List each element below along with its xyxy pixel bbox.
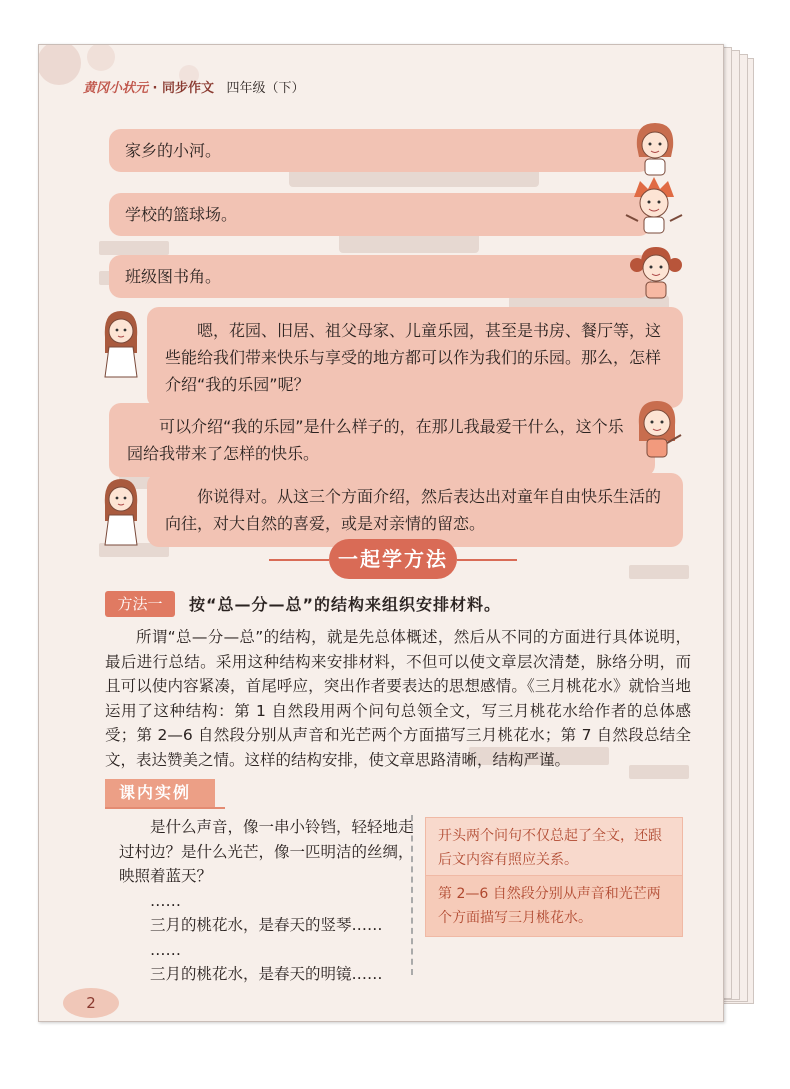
method-body: 所谓“总—分—总”的结构，就是先总体概述，然后从不同的方面进行具体说明，最后进行总结。采用这种结构来安排材料，不但可以使文章层次清楚，脉络分明，而且可以使内容紧凑，首尾呼应，突出作者要表达的思想感情。《三月桃花水》就恰当地运用了这种结构：第 1 自然段用两个问句总领全文，写三月桃花水给作者的总体感受；第 2—6 自然段分别从声音和光芒两个方面描写三月桃花水；第 7 自然段总结全文，表达赞美之情。这样的结构安排，使文章思路清晰，结构严谨。 xyxy=(105,628,691,769)
speech-bubble xyxy=(147,307,683,408)
girl-pigtails-avatar-icon xyxy=(629,241,683,301)
bubble-text: 嗯，花园、旧居、祖父母家、儿童乐园，甚至是书房、餐厅等，这些能给我们带来快乐与享受的地方都可以作为我们的乐园。那么，怎样介绍“我的乐园”呢？ xyxy=(165,321,662,394)
example-underline xyxy=(105,807,225,809)
page-header xyxy=(83,77,305,96)
section-title: 一起学方法 xyxy=(329,539,457,579)
teacher-avatar-icon xyxy=(97,307,145,379)
excerpt-line: 是什么声音，像一串小铃铛，轻轻地走过村边？是什么光芒，像一匹明洁的丝绸，映照着蓝天？ xyxy=(119,818,414,885)
example-excerpt xyxy=(119,815,415,987)
dashed-divider xyxy=(411,815,413,975)
grade-label: 四年级（下） xyxy=(226,81,305,96)
series-name: · 同步作文 xyxy=(152,81,215,96)
bubble-text: 家乡的小河。 xyxy=(125,141,222,160)
method-title: 按“总—分—总”的结构来组织安排材料。 xyxy=(189,595,502,614)
speech-bubble xyxy=(109,193,651,236)
method-tag: 方法一 xyxy=(105,591,175,617)
page-number: 2 xyxy=(63,988,119,1018)
bubble-text: 学校的篮球场。 xyxy=(125,205,238,224)
banner-line-right xyxy=(457,559,517,561)
example-tag: 课内实例 xyxy=(105,779,215,807)
girl-avatar-icon xyxy=(629,117,681,177)
banner-line-left xyxy=(269,559,329,561)
book-page xyxy=(38,44,724,1022)
speech-bubble xyxy=(147,473,683,547)
excerpt-line: …… xyxy=(150,940,181,959)
speech-bubble xyxy=(109,129,651,172)
speech-bubble xyxy=(109,403,655,477)
annotation-note: 第 2—6 自然段分别从声音和光芒两个方面描写三月桃花水。 xyxy=(425,875,683,937)
excerpt-line: 三月的桃花水，是春天的竖琴…… xyxy=(150,916,383,934)
boy-avatar-icon xyxy=(624,175,686,237)
speech-bubble xyxy=(109,255,651,298)
annotation-note: 开头两个问句不仅总起了全文，还跟后文内容有照应关系。 xyxy=(425,817,683,879)
series-logo: 黄冈小状元 xyxy=(83,81,149,96)
excerpt-line: …… xyxy=(150,891,181,910)
bubble-text: 班级图书角。 xyxy=(125,267,222,286)
girl-waving-avatar-icon xyxy=(629,397,685,463)
bubble-text: 你说得对。从这三个方面介绍，然后表达出对童年自由快乐生活的向往，对大自然的喜爱，或是对亲情的留恋。 xyxy=(165,487,662,533)
excerpt-line: 三月的桃花水，是春天的明镜…… xyxy=(150,965,383,983)
teacher-avatar-icon xyxy=(97,475,145,547)
bubble-text: 可以介绍“我的乐园”是什么样子的，在那儿我最爱干什么，这个乐园给我带来了怎样的快乐。 xyxy=(127,417,624,463)
